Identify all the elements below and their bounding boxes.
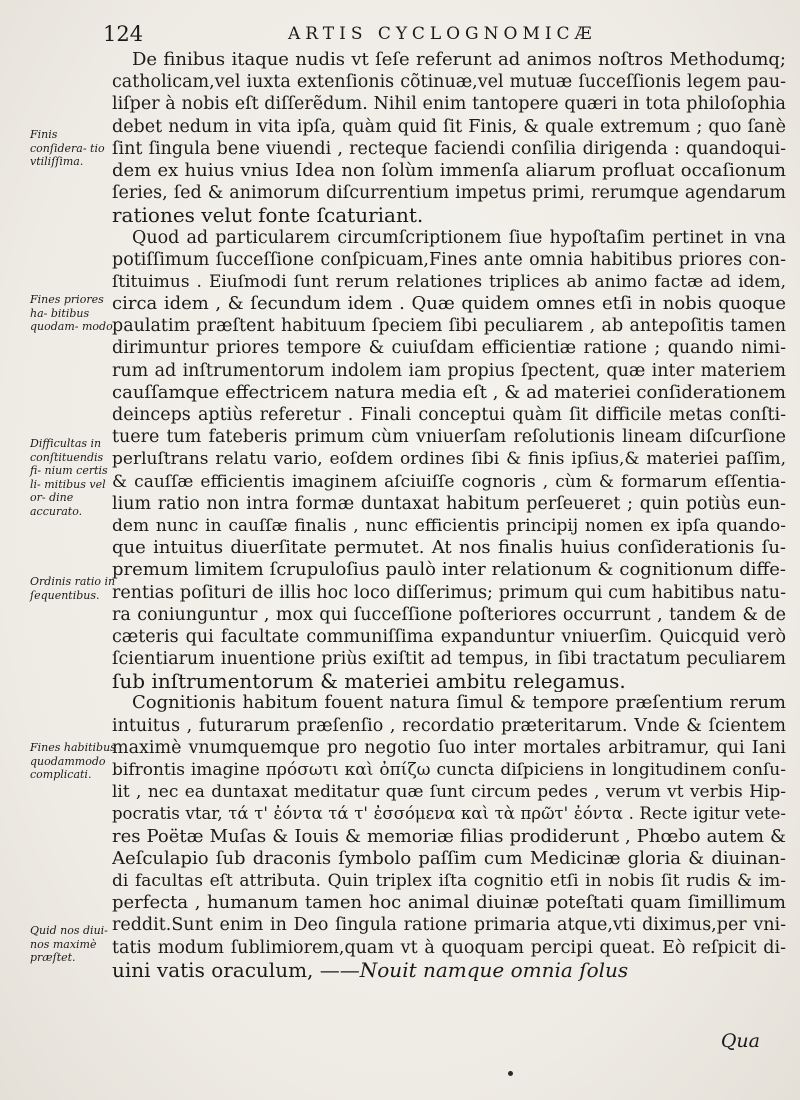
text-line: maximè vnumquemque pro negotio ſuo inter mortales arbitramur, qui Iani	[112, 737, 786, 758]
running-title: ARTIS CYCLOGNOMICÆ	[288, 24, 597, 44]
text-line: cæteris qui facultate communiſſima expanduntur vniuerſim. Quicquid verò	[112, 626, 786, 647]
text-line: debet nedum in vita ipſa, quàm quid ſit Finis, & quale extremum ; quo ſanè	[112, 116, 786, 137]
text-line: rationes velut fonte ſcaturiant.	[112, 204, 424, 227]
text-line: tuere tum fateberis primum cùm vniuerſam reſolutionis lineam diſcurſione	[112, 427, 786, 448]
margin-note: Ordinis ratio in ſequentibus.	[30, 575, 116, 602]
text-line: pocratis vtar, τά τ' ἐόντα τά τ' ἐσσόμενα καὶ τὰ πρῶτ' ἐόντα . Recte igitur vete-	[112, 804, 786, 824]
text-line: bifrontis imagine πρόσωτι καὶ ὀπίζω cuncta diſpiciens in longitudinem conſu-	[112, 760, 786, 780]
paragraph	[112, 227, 786, 693]
text-line: De finibus itaque nudis vt ſeſe referunt ad animos noſtros Methodumq;	[132, 49, 786, 70]
text-line: paulatim præſtent habituum ſpeciem ſibi peculiarem , ab antepoſitis tamen	[112, 316, 786, 337]
text-line: potiſſimum ſucceſſione conſpicuam,Fines ante omnia habitibus priores con-	[112, 249, 786, 270]
text-line: premum limitem ſcrupuloſius paulò inter relationum & cognitionum diffe-	[112, 559, 786, 581]
margin-note: Quid nos diui- nos maximè præſtet.	[30, 924, 108, 964]
text-line: dirimuntur priores tempore & cuiuſdam efficientiæ ratione ; quando nimi-	[112, 338, 786, 359]
text-line: lit , nec ea duntaxat meditatur quæ ſunt circum pedes , verum vt verbis Hip-	[112, 782, 786, 803]
text-line: Cognitionis habitum fouent natura ſimul & tempore præſentium rerum	[132, 692, 786, 714]
text-line: rum ad inſtrumentorum indolem iam propius ſpectent, quæ inter materiem	[112, 360, 786, 381]
closing-italic-quote: Nouit namque omnia ſolus	[359, 958, 629, 981]
margin-note: Difficultas in conſtituendis fi- nium certis li- mitibus vel or- dine accurato.	[30, 437, 108, 518]
closing-line	[112, 959, 786, 981]
text-line: res Poëtæ Muſas & Iouis & memoriæ filias prodiderunt , Phœbo autem &	[112, 825, 786, 847]
text-line: Quod ad particularem circumſcriptionem ſiue hypoſtaſim pertinet in vna	[132, 227, 786, 248]
text-line: perfecta , humanum tamen hoc animal diuinæ poteſtati quam ſimillimum	[112, 892, 786, 914]
text-line: deinceps aptiùs referetur . Finali conceptui quàm ſit difficile metas conſti-	[112, 405, 786, 425]
text-line: perluſtrans relatu vario, eoſdem ordines ſibi & finis ipſius,& materiei paſſim,	[112, 449, 786, 470]
text-line: liſper à nobis eſt diſſerẽdum. Nihil enim tantopere quæri in tota philoſophia	[112, 94, 786, 115]
text-line: ſcientiarum inuentione priùs exiſtit ad tempus, in ſibi tractatum peculiarem	[112, 649, 786, 670]
text-line: rentias poſituri de illis hoc loco diſſerimus; primum qui cum habitibus natu-	[112, 582, 786, 603]
text-line: catholicam,vel iuxta extenſionis cõtinuæ,vel mutuæ ſucceſſionis legem pau-	[112, 72, 786, 93]
paragraph	[112, 692, 786, 980]
text-line: ſeries, ſed & animorum diſcurrentium impetus primi, rerumque agendarum	[112, 183, 786, 204]
text-line: & cauſſæ efficientis imaginem aſciuiſſe cognoris , cùm & formarum eſſentia-	[112, 471, 786, 492]
text-line: ſub inſtrumentorum & materiei ambitu relegamus.	[112, 670, 626, 693]
text-line: que intuitus diuerſitate permutet. At nos finalis huius conſiderationis ſu-	[112, 537, 786, 559]
margin-note: Fines habitibus quodammodo complicati.	[30, 741, 116, 781]
text-line: Aeſculapio ſub draconis ſymbolo paſſim cum Medicinæ gloria & diuinan-	[112, 847, 786, 869]
text-line: cauſſamque effectricem natura media eſt , & ad materiei conſiderationem	[112, 381, 786, 403]
text-line: intuitus , futurarum præſenſio , recordatio præteritarum. Vnde & ſcientem	[112, 715, 786, 736]
text-line: circa idem , & ſecundum idem . Quæ quidem omnes etſi in nobis quoque	[112, 293, 786, 315]
text-line: ſint ſingula bene viuendi , recteque faciendi conſilia dirigenda : quandoqui-	[112, 138, 786, 159]
text-line: di facultas eſt attributa. Quin triplex iſta cognitio etſi in nobis ſit rudis & im-	[112, 870, 786, 891]
page-number: 124	[103, 22, 144, 46]
text-line: tatis modum ſublimiorem,quam vt à quoquam percipi queat. Eò reſpicit di-	[112, 937, 786, 958]
text-line: dem ex huius vnius Idea non ſolùm immenſa aliarum profluat occaſionum	[112, 159, 786, 181]
catchword: Qua	[720, 1030, 760, 1052]
text-line: ſtituimus . Eiuſmodi ſunt rerum relationes triplices ab animo factæ ad idem,	[112, 271, 786, 292]
margin-note: Finis conſidera- tio vtiliſſima.	[30, 128, 105, 168]
text-line: lium ratio non intra formæ duntaxat habitum perſeueret ; quin potiùs eun-	[112, 493, 786, 514]
ink-dot	[508, 1071, 513, 1076]
page-header	[0, 20, 800, 50]
text-line: dem nunc in cauſſæ finalis , nunc efficientis principij nomen ex ipſa quando-	[112, 515, 786, 536]
paragraph	[112, 49, 786, 227]
margin-note: Fines priores ha- bitibus quodam- modo.	[30, 293, 117, 333]
text-line: reddit.Sunt enim in Deo ſingula ratione primaria atque,vti diximus,per vni-	[112, 915, 786, 936]
closing-roman: uini vatis oraculum, ——	[112, 958, 360, 981]
text-line: ra coniunguntur , mox qui ſucceſſione poſteriores occurrunt , tandem & de	[112, 604, 786, 625]
main-text-block	[112, 49, 786, 981]
